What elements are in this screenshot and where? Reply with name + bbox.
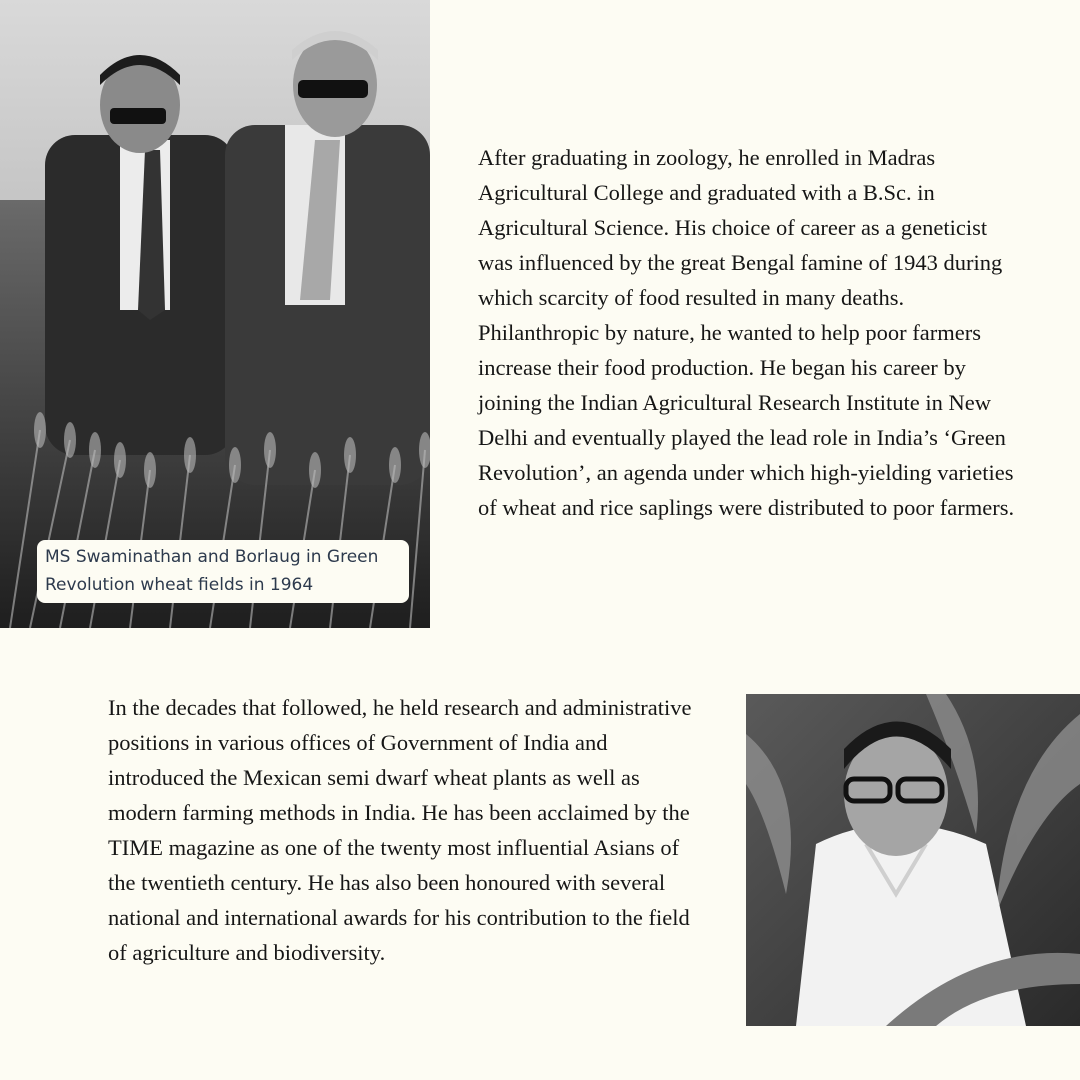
- photo-swaminathan-maize-field: [746, 694, 1080, 1026]
- body-paragraph-2: In the decades that followed, he held research and administrative positions in various offices of Government of India and introduced the Mexican semi dwarf wheat plants as well as modern farming methods in India. He has been acclaimed by the TIME magazine as one of the twenty most influential Asians of the twentieth century. He has also been honoured with several national and international awards for his contribution to the field of agriculture and biodiversity.: [108, 695, 692, 965]
- photo-caption: MS Swaminathan and Borlaug in Green Revolution wheat fields in 1964: [37, 540, 409, 603]
- photo-swaminathan-borlaug-image: [0, 0, 430, 628]
- body-paragraph-1: After graduating in zoology, he enrolled in Madras Agricultural College and graduated with a B.Sc. in Agricultural Science. His choice of career as a geneticist was influenced by the great Bengal famine of 1943 during which scarcity of food resulted in many deaths. Philanthropic by nature, he wanted to help poor farmers increase their food production. He began his career by joining the Indian Agricultural Research Institute in New Delhi and eventually played the lead role in India’s ‘Green Revolution’, an agenda under which high-yielding varieties of wheat and rice saplings were distributed to poor farmers.: [478, 145, 1015, 520]
- photo-swaminathan-maize-field-image: [746, 694, 1080, 1026]
- photo-swaminathan-borlaug: [0, 0, 430, 628]
